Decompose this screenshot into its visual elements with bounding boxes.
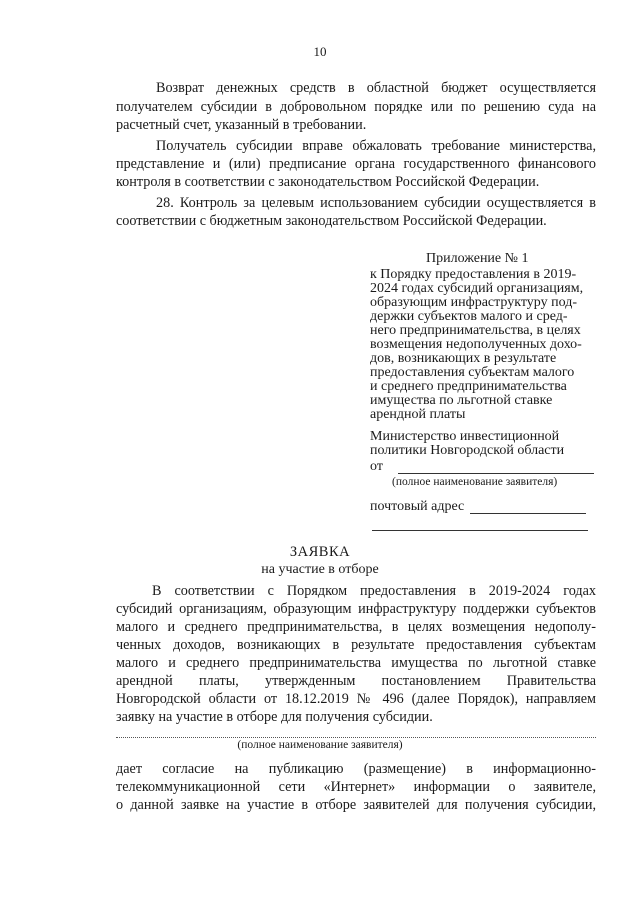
text-line: Возврат денежных средств в областной бюджет осуществляется [156,80,596,96]
text-line: ченных доходов, возникающих в результате предоставления субъектам [116,637,596,653]
application-title: ЗАЯВКА [289,544,351,560]
from-label: от [370,459,383,474]
text-line: субсидий организациям, образующим инфраструктуру поддержки субъектов [116,601,596,617]
addressee-line: политики Новгородской области [370,443,565,458]
appendix-line: него предпринимательства, в целях [370,323,581,338]
application-subtitle: на участие в отборе [261,562,379,577]
page-number: 10 [313,44,327,59]
text-line: малого и среднего предпринимательства, в целях возмещения недополу- [116,619,596,635]
appendix-line: возмещения недополученных дохо- [370,337,582,352]
appendix-line: 2024 годах субсидий организациям, [370,281,584,296]
applicant-name-dotted-line [116,737,596,738]
appendix-line: к Порядку предоставления в 2019- [370,267,577,282]
appendix-line: и среднего предпринимательства [370,379,567,394]
appendix-line: держки субъектов малого и сред- [370,309,568,324]
applicant-hint-2: (полное наименование заявителя) [237,739,403,751]
text-line: 28. Контроль за целевым использованием субсидии осуществляется в [156,195,596,211]
applicant-name-line [398,473,594,474]
text-line: представление и (или) предписание органа государственного финансового [116,156,596,172]
text-line: дает согласие на публикацию (размещение) в информационно- [116,761,596,777]
postal-address-line-2 [372,530,588,531]
appendix-line: дов, возникающих в результате [370,351,557,366]
applicant-hint: (полное наименование заявителя) [392,476,558,488]
postal-address-label: почтовый адрес [370,499,465,514]
text-line: контроля в соответствии с законодательством Российской Федерации. [116,174,540,190]
text-line: телекоммуникационной сети «Интернет» информации о заявителе, [116,779,596,795]
text-line: В соответствии с Порядком предоставления в 2019-2024 годах [152,583,596,599]
text-line: расчетный счет, указанный в требовании. [116,117,367,133]
text-line: о данной заявке на участие в отборе заявителей для получения субсидии, [116,797,596,813]
addressee-line: Министерство инвестиционной [370,429,560,444]
text-line: заявку на участие в отборе для получения субсидии. [116,709,433,725]
text-line: получателем субсидии в добровольном порядке или по решению суда на [116,99,596,115]
text-line: малого и среднего предпринимательства имущества по льготной ставке [116,655,596,671]
text-line: соответствии с бюджетным законодательством Российской Федерации. [116,213,547,229]
appendix-line: образующим инфраструктуру под- [370,295,577,310]
appendix-line: предоставления субъектам малого [370,365,575,380]
text-line: арендной платы, утвержденным постановлением Правительства [116,673,596,689]
text-line: Получатель субсидии вправе обжаловать требование министерства, [156,138,596,154]
postal-address-line [470,513,586,514]
appendix-line: имущества по льготной ставке [370,393,553,408]
appendix-title: Приложение № 1 [426,251,529,266]
text-line: Новгородской области от 18.12.2019 № 496 (далее Порядок), направляем [116,691,596,707]
appendix-line: арендной платы [370,407,466,422]
